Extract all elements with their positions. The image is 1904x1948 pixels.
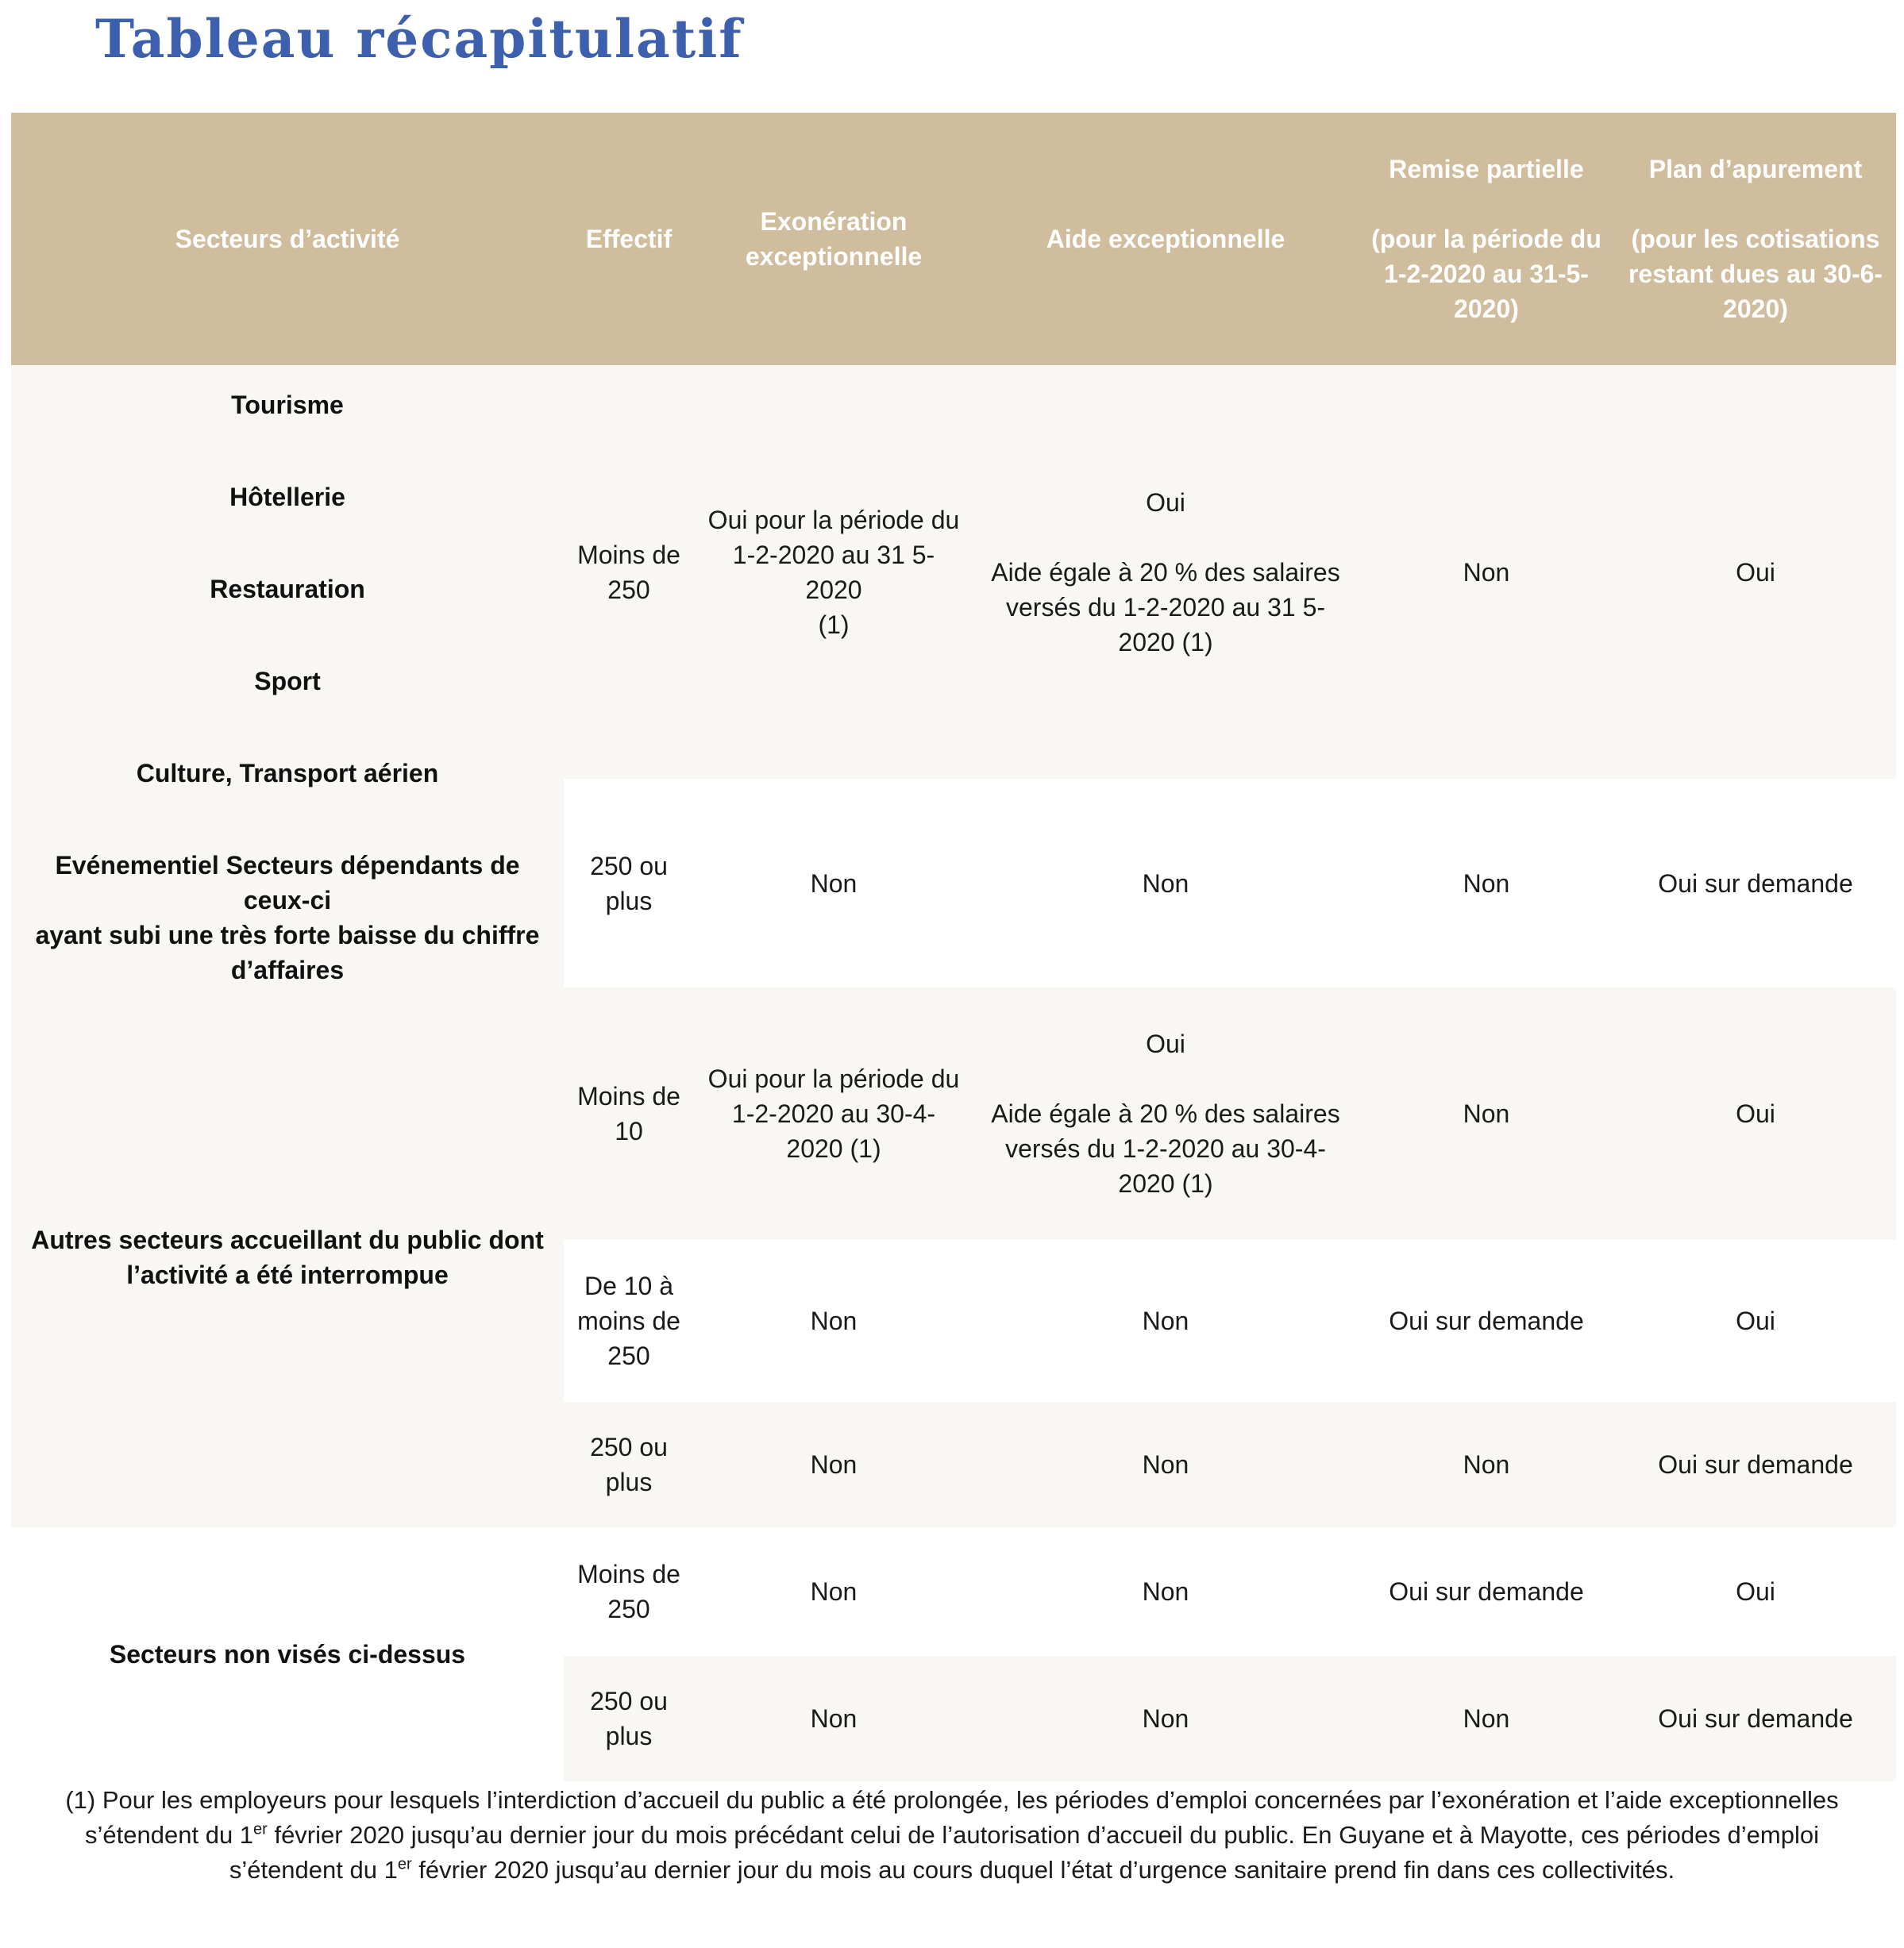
exoneration-cell: Non [694, 1527, 973, 1656]
sector-cell-non-vises: Secteurs non visés ci-dessus [11, 1527, 564, 1781]
remise-cell: Oui sur demande [1358, 1240, 1615, 1402]
footnote [24, 1783, 1880, 1888]
plan-cell: Oui [1615, 1240, 1896, 1402]
header-secteurs: Secteurs d’activité [11, 113, 564, 365]
remise-cell: Non [1358, 1402, 1615, 1527]
page-title: Tableau récapitulatif [95, 8, 743, 70]
sector-tourisme: Tourisme [231, 391, 344, 419]
plan-cell: Oui [1615, 987, 1896, 1240]
plan-cell: Oui sur demande [1615, 1656, 1896, 1781]
exoneration-cell: Oui pour la période du 1-2-2020 au 31 5-2020 (1) [694, 365, 973, 779]
summary-table [11, 113, 1896, 1781]
plan-cell: Oui [1615, 1527, 1896, 1656]
sector-restauration: Restauration [210, 575, 365, 603]
aide-cell: Non [973, 1240, 1358, 1402]
sector-cell-autres: Autres secteurs accueillant du public dont l’activité a été interrompue [11, 987, 564, 1527]
table-row [11, 365, 1896, 779]
remise-cell: Non [1358, 365, 1615, 779]
header-remise: Remise partielle (pour la période du 1-2-2020 au 31-5- 2020) [1358, 113, 1615, 365]
table-row [11, 987, 1896, 1240]
header-aide: Aide exceptionnelle [973, 113, 1358, 365]
aide-cell: Non [973, 1527, 1358, 1656]
sector-evenementiel: Evénementiel Secteurs dépendants de ceux-ci ayant subi une très forte baisse du chiffre d’affaires [35, 851, 540, 984]
sector-hotellerie: Hôtellerie [229, 483, 345, 511]
effectif-cell: 250 ou plus [564, 1402, 694, 1527]
footnote-line-1: (1) Pour les employeurs pour lesquels l’interdiction d’accueil du public a été prolongée, les périodes d’emploi concernées par l’exonération et l’aide exceptionnelles [65, 1786, 1839, 1814]
aide-cell: Non [973, 1656, 1358, 1781]
sector-cell-tourisme [11, 365, 564, 987]
footnote-line-3: s’étendent du 1er février 2020 jusqu’au dernier jour du mois au cours duquel l’état d’urgence sanitaire prend fin dans ces collectivités. [229, 1855, 1675, 1884]
header-effectif: Effectif [564, 113, 694, 365]
sector-culture: Culture, Transport aérien [136, 759, 439, 787]
aide-cell: Non [973, 779, 1358, 987]
plan-cell: Oui sur demande [1615, 779, 1896, 987]
footnote-line-2: s’étendent du 1er février 2020 jusqu’au dernier jour du mois précédant celui de l’autorisation d’accueil du public. En Guyane et à Mayotte, ces périodes d’emploi [85, 1820, 1819, 1849]
exoneration-cell: Non [694, 1240, 973, 1402]
effectif-cell: Moins de 10 [564, 987, 694, 1240]
exoneration-cell: Non [694, 1402, 973, 1527]
remise-cell: Non [1358, 779, 1615, 987]
remise-cell: Oui sur demande [1358, 1527, 1615, 1656]
exoneration-cell: Non [694, 779, 973, 987]
effectif-cell: De 10 à moins de 250 [564, 1240, 694, 1402]
table-row [11, 1527, 1896, 1656]
sector-sport: Sport [254, 667, 321, 695]
aide-cell: Oui Aide égale à 20 % des salaires versés du 1-2-2020 au 31 5- 2020 (1) [973, 365, 1358, 779]
exoneration-cell: Non [694, 1656, 973, 1781]
effectif-cell: 250 ou plus [564, 779, 694, 987]
remise-cell: Non [1358, 1656, 1615, 1781]
aide-cell: Non [973, 1402, 1358, 1527]
effectif-cell: Moins de 250 [564, 365, 694, 779]
remise-cell: Non [1358, 987, 1615, 1240]
plan-cell: Oui sur demande [1615, 1402, 1896, 1527]
header-exoneration: Exonération exceptionnelle [694, 113, 973, 365]
aide-cell: Oui Aide égale à 20 % des salaires versés du 1-2-2020 au 30-4- 2020 (1) [973, 987, 1358, 1240]
header-plan: Plan d’apurement (pour les cotisations restant dues au 30-6- 2020) [1615, 113, 1896, 365]
effectif-cell: Moins de 250 [564, 1527, 694, 1656]
exoneration-cell: Oui pour la période du 1-2-2020 au 30-4- 2020 (1) [694, 987, 973, 1240]
effectif-cell: 250 ou plus [564, 1656, 694, 1781]
plan-cell: Oui [1615, 365, 1896, 779]
table-header-row [11, 113, 1896, 365]
